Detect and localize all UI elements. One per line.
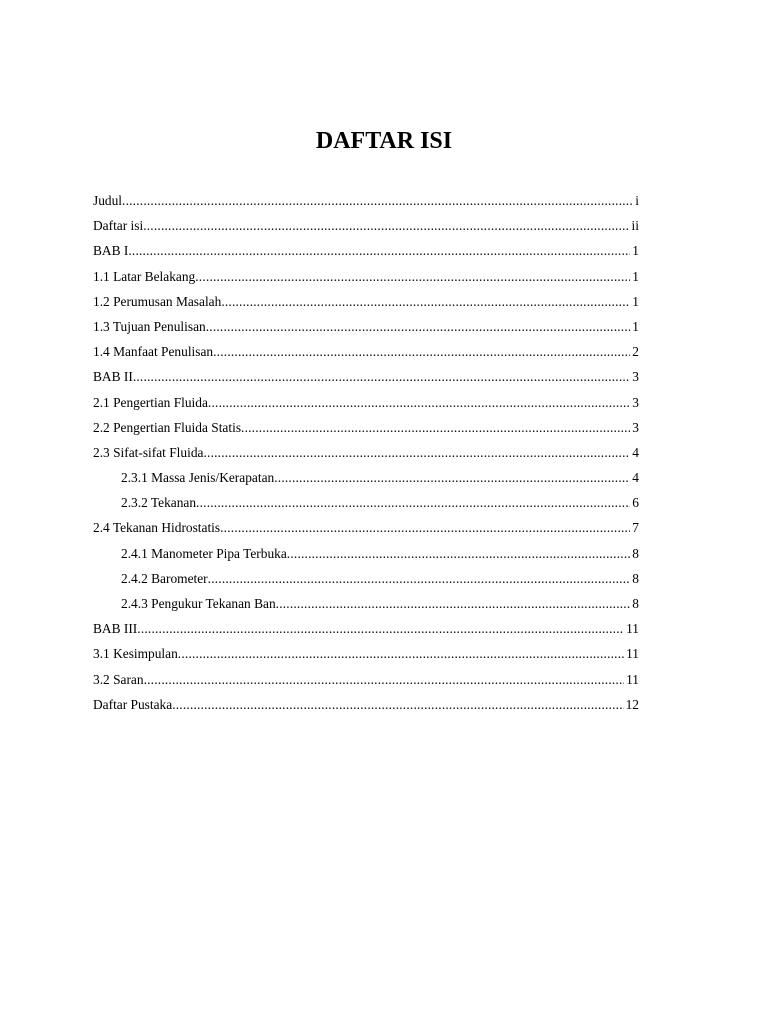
toc-entry-page-number: 4 — [632, 444, 639, 460]
toc-entry-label: Daftar isi — [93, 218, 144, 234]
toc-entry — [93, 367, 639, 392]
dot-leader — [137, 619, 624, 639]
dot-leader — [143, 216, 629, 236]
toc-entry — [93, 493, 639, 518]
toc-entry — [93, 544, 639, 569]
dot-leader — [221, 292, 630, 312]
toc-entry-page-number: 6 — [632, 495, 639, 511]
toc-entry-label: 2.3.2 Tekanan — [121, 495, 197, 511]
toc-entry-page-number: 1 — [632, 243, 639, 259]
dot-leader — [276, 594, 631, 614]
toc-entry-label: 2.4 Tekanan Hidrostatis — [93, 520, 221, 536]
toc-entry-page-number: 8 — [632, 545, 639, 561]
dot-leader — [203, 443, 630, 463]
dot-leader — [274, 468, 630, 488]
dot-leader — [144, 670, 625, 690]
toc-entry-label: 1.2 Perumusan Masalah — [93, 293, 222, 309]
toc-entry — [93, 342, 639, 367]
toc-entry — [93, 569, 639, 594]
dot-leader — [241, 418, 630, 438]
toc-entry-label: 2.1 Pengertian Fluida — [93, 394, 208, 410]
toc-entry — [93, 468, 639, 493]
toc-entry — [93, 619, 639, 644]
toc-entry-page-number: i — [635, 193, 639, 208]
toc-entry — [93, 393, 639, 418]
toc-entry-page-number: 3 — [632, 369, 639, 385]
toc-entry-label: Judul — [93, 193, 123, 208]
toc-entry-page-number: 7 — [632, 520, 639, 536]
dot-leader — [208, 393, 630, 413]
toc-entry-page-number: 12 — [625, 696, 639, 712]
toc-entry — [93, 418, 639, 443]
toc-entry — [93, 317, 639, 342]
dot-leader — [195, 267, 630, 287]
toc-entry-page-number: 1 — [632, 318, 639, 334]
toc-entry-label: 2.3 Sifat-sifat Fluida — [93, 444, 204, 460]
toc-entry-label: Daftar Pustaka — [93, 696, 173, 712]
toc-entry — [93, 216, 639, 241]
dot-leader — [196, 493, 630, 513]
toc-entry-page-number: 2 — [632, 344, 639, 360]
toc-entry-label: 2.2 Pengertian Fluida Statis — [93, 419, 242, 435]
toc-entry — [93, 443, 639, 468]
dot-leader — [213, 342, 630, 362]
toc-entry — [93, 518, 639, 543]
toc-entry-page-number: 4 — [632, 470, 639, 486]
toc-entry-page-number: 1 — [632, 268, 639, 284]
dot-leader — [208, 569, 631, 589]
toc-entry-label: 2.4.3 Pengukur Tekanan Ban — [121, 596, 276, 611]
toc-entry-label: 1.4 Manfaat Penulisan — [93, 344, 214, 360]
toc-entry-label: 3.1 Kesimpulan — [93, 646, 178, 662]
toc-entry-label: 1.3 Tujuan Penulisan — [93, 318, 206, 334]
toc-entry — [93, 644, 639, 669]
toc-entry-page-number: 11 — [626, 646, 639, 662]
toc-entry-label: 2.4.1 Manometer Pipa Terbuka — [121, 545, 287, 561]
dot-leader — [220, 518, 630, 538]
toc-entry — [93, 267, 639, 292]
toc-entry-page-number: 3 — [632, 419, 639, 435]
toc-entry-page-number: 8 — [632, 596, 639, 611]
dot-leader — [206, 317, 631, 337]
table-of-contents — [93, 191, 639, 720]
dot-leader — [172, 695, 623, 715]
toc-entry-page-number: 3 — [632, 394, 639, 410]
page-title: DAFTAR ISI — [315, 128, 453, 154]
dot-leader — [122, 191, 633, 211]
toc-entry-label: 3.2 Saran — [93, 671, 144, 687]
dot-leader — [178, 644, 624, 664]
dot-leader — [133, 367, 630, 387]
toc-entry-label: BAB I — [93, 243, 129, 259]
toc-entry-page-number: 11 — [626, 671, 639, 687]
toc-entry — [93, 292, 639, 317]
toc-entry-page-number: ii — [631, 218, 639, 234]
toc-entry-page-number: 1 — [632, 293, 639, 309]
toc-entry — [93, 241, 639, 266]
toc-entry-label: 2.4.2 Barometer — [121, 570, 208, 586]
toc-entry — [93, 695, 639, 720]
toc-entry — [93, 594, 639, 619]
toc-entry-page-number: 8 — [632, 570, 639, 586]
toc-entry-label: BAB II — [93, 369, 133, 385]
dot-leader — [287, 544, 631, 564]
toc-entry — [93, 670, 639, 695]
dot-leader — [128, 241, 630, 261]
toc-entry-label: 2.3.1 Massa Jenis/Kerapatan — [121, 470, 275, 486]
toc-entry-label: BAB III — [93, 621, 138, 637]
toc-entry-label: 1.1 Latar Belakang — [93, 268, 196, 284]
toc-entry — [93, 191, 639, 216]
toc-entry-page-number: 11 — [626, 621, 639, 637]
